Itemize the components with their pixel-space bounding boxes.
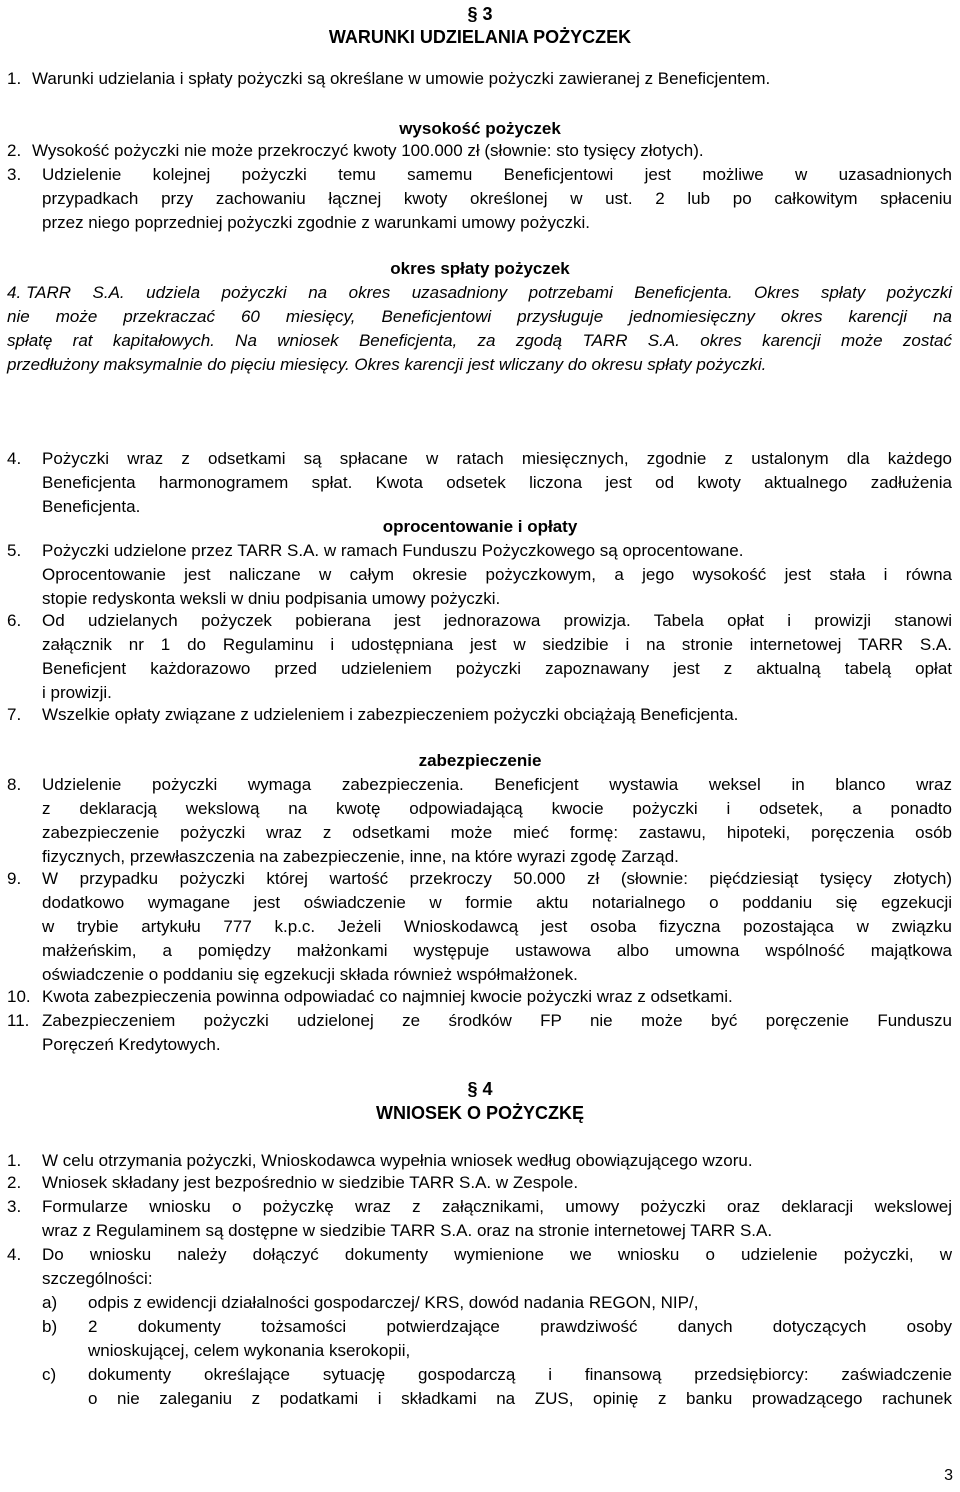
paragraph-line: nie może przekraczać 60 miesięcy, Beneficjentowi przysługuje jednomiesięczny okres karencji na [7, 307, 952, 326]
paragraph-line: Do wniosku należy dołączyć dokumenty wymienione we wniosku o udzielenie pożyczki, w [42, 1245, 952, 1264]
paragraph-line: oświadczenie o poddaniu się egzekucji składa również współmałżonek. [42, 965, 578, 984]
paragraph-line: szczególności: [42, 1269, 153, 1288]
paragraph-line: stopie redyskonta weksli w dniu podpisania umowy pożyczki. [42, 589, 501, 608]
paragraph-line: Beneficjenta harmonogramem spłat. Kwota odsetek liczona jest od kwoty aktualnego zadłużenia [42, 473, 952, 492]
paragraph-number: 10. [7, 987, 31, 1006]
paragraph-line: Beneficjent każdorazowo przed udzieleniem pożyczki zapoznawany jest z aktualną tabelą opłat [42, 659, 952, 678]
paragraph-number: 7. [7, 705, 22, 724]
paragraph-line: małżeńskim, a pomiędzy małżonkami występuje ustawowa albo umowna wspólność majątkowa [42, 941, 952, 960]
paragraph-line: w trybie artykułu 777 k.p.c. Jeżeli Wnioskodawcą jest osoba fizyczna pozostająca w związku [42, 917, 952, 936]
paragraph-line: załącznik nr 1 do Regulaminu i udostępniana jest w siedzibie i na stronie internetowej TARR S.A. [42, 635, 952, 654]
paragraph-line: Udzielenie pożyczki wymaga zabezpieczenia. Beneficjent wystawia weksel in blanco wraz [42, 775, 952, 794]
paragraph-line: i prowizji. [42, 683, 112, 702]
paragraph-text: W celu otrzymania pożyczki, Wnioskodawca wypełnia wniosek według obowiązującego wzoru. [42, 1151, 753, 1170]
subheading-term: okres spłaty pożyczek [390, 259, 570, 278]
paragraph-line: TARR S.A. udziela pożyczki na okres uzasadniony potrzebami Beneficjenta. Okres spłaty pożyczki [26, 283, 952, 302]
paragraph-line: przedłużony maksymalnie do pięciu miesięcy. Okres karencji jest wliczany do okresu spłaty pożyczki. [7, 355, 767, 374]
list-text: odpis z ewidencji działalności gospodarczej/ KRS, dowód nadania REGON, NIP/, [88, 1293, 699, 1312]
paragraph-number: 3. [7, 1197, 22, 1216]
page-number: 3 [944, 1467, 953, 1484]
paragraph-number: 4. [7, 283, 22, 302]
paragraph-text: Kwota zabezpieczenia powinna odpowiadać co najmniej kwocie pożyczki wraz z odsetkami. [42, 987, 733, 1006]
section-4-title: WNIOSEK O POŻYCZKĘ [375, 1103, 584, 1123]
list-marker: b) [42, 1317, 58, 1336]
paragraph-number: 2. [7, 141, 22, 160]
list-line: o nie zaleganiu z podatkami i składkami na ZUS, opinię z banku prowadzącego rachunek [88, 1389, 952, 1408]
subheading-interest: oprocentowanie i opłaty [382, 517, 578, 536]
list-line: dokumenty określające sytuację gospodarczą i finansową przedsiębiorcy: zaświadczenie [88, 1365, 952, 1384]
paragraph-line: dodatkowo wymagane jest oświadczenie w formie aktu notarialnego o poddaniu się egzekucji [42, 893, 952, 912]
list-line: wnioskującej, celem wykonania kserokopii, [88, 1341, 411, 1360]
paragraph-number: 4. [7, 1245, 22, 1264]
paragraph-line: spłatę rat kapitałowych. Na wniosek Beneficjenta, za zgodą TARR S.A. okres karencji może zostać [7, 331, 952, 350]
paragraph-line: wraz z Regulaminem są dostępne w siedzibie TARR S.A. oraz na stronie internetowej TARR S.A. [42, 1221, 773, 1240]
paragraph-number: 6. [7, 611, 22, 630]
subheading-security: zabezpieczenie [418, 751, 542, 770]
paragraph-line: W przypadku pożyczki której wartość przekroczy 50.000 zł (słownie: pięćdziesiąt tysięcy złotych) [42, 869, 952, 888]
paragraph-text: Warunki udzielania i spłaty pożyczki są określane w umowie pożyczki zawieranej z Beneficjentem. [32, 69, 771, 88]
paragraph-line: Pożyczki wraz z odsetkami są spłacane w ratach miesięcznych, zgodnie z ustalonym dla każdego [42, 449, 952, 468]
paragraph-text: Wszelkie opłaty związane z udzieleniem i zabezpieczeniem pożyczki obciążają Beneficjenta. [42, 705, 739, 724]
paragraph-line: przypadkach przy zachowaniu łącznej kwoty określonej w ust. 2 lub po całkowitym spłaceniu [42, 189, 952, 208]
paragraph-number: 3. [7, 165, 22, 184]
paragraph-number: 1. [7, 69, 22, 88]
paragraph-line: Formularze wniosku o pożyczkę wraz z załącznikami, umowy pożyczki oraz deklaracji wekslowej [42, 1197, 952, 1216]
paragraph-line: Zabezpieczeniem pożyczki udzielonej ze środków FP nie może być poręczenie Funduszu [42, 1011, 952, 1030]
section-3-title: WARUNKI UDZIELANIA POŻYCZEK [328, 27, 632, 47]
paragraph-number: 8. [7, 775, 22, 794]
list-marker: c) [42, 1365, 57, 1384]
paragraph-number: 11. [7, 1011, 30, 1030]
paragraph-line: Oprocentowanie jest naliczane w całym okresie pożyczkowym, a jego wysokość jest stała i równa [42, 565, 952, 584]
paragraph-line: Pożyczki udzielone przez TARR S.A. w ramach Funduszu Pożyczkowego są oprocentowane. [42, 541, 744, 560]
subheading-amount: wysokość pożyczek [399, 119, 561, 138]
paragraph-line: Beneficjenta. [42, 497, 141, 516]
paragraph-line: fizycznych, przewłaszczenia na zabezpieczenie, inne, na które wyrazi zgodę Zarząd. [42, 847, 679, 866]
paragraph-number: 9. [7, 869, 22, 888]
paragraph-number: 4. [7, 449, 22, 468]
paragraph-line: Udzielenie kolejnej pożyczki temu samemu Beneficjentowi jest możliwe w uzasadnionych [42, 165, 952, 184]
paragraph-line: zabezpieczenie pożyczki wraz z odsetkami może mieć formę: zastawu, hipoteki, poręczenia osób [42, 823, 952, 842]
paragraph-line: z deklaracją wekslową na kwotę odpowiadającą kwocie pożyczki i odsetek, a ponadto [42, 799, 952, 818]
paragraph-line: Od udzielanych pożyczek pobierana jest jednorazowa prowizja. Tabela opłat i prowizji stanowi [42, 611, 952, 630]
paragraph-line: Poręczeń Kredytowych. [42, 1035, 221, 1054]
paragraph-number: 5. [7, 541, 22, 560]
paragraph-text: Wniosek składany jest bezpośrednio w siedzibie TARR S.A. w Zespole. [42, 1173, 579, 1192]
paragraph-text: Wysokość pożyczki nie może przekroczyć kwoty 100.000 zł (słownie: sto tysięcy złotych). [32, 141, 704, 160]
list-marker: a) [42, 1293, 58, 1312]
section-4-mark: § 4 [467, 1079, 493, 1099]
section-3-mark: § 3 [467, 4, 493, 24]
paragraph-number: 1. [7, 1151, 22, 1170]
paragraph-line: przez niego poprzedniej pożyczki zgodnie z warunkami umowy pożyczki. [42, 213, 591, 232]
list-line: 2 dokumenty tożsamości potwierdzające prawdziwość danych dotyczących osoby [88, 1317, 952, 1336]
paragraph-number: 2. [7, 1173, 22, 1192]
